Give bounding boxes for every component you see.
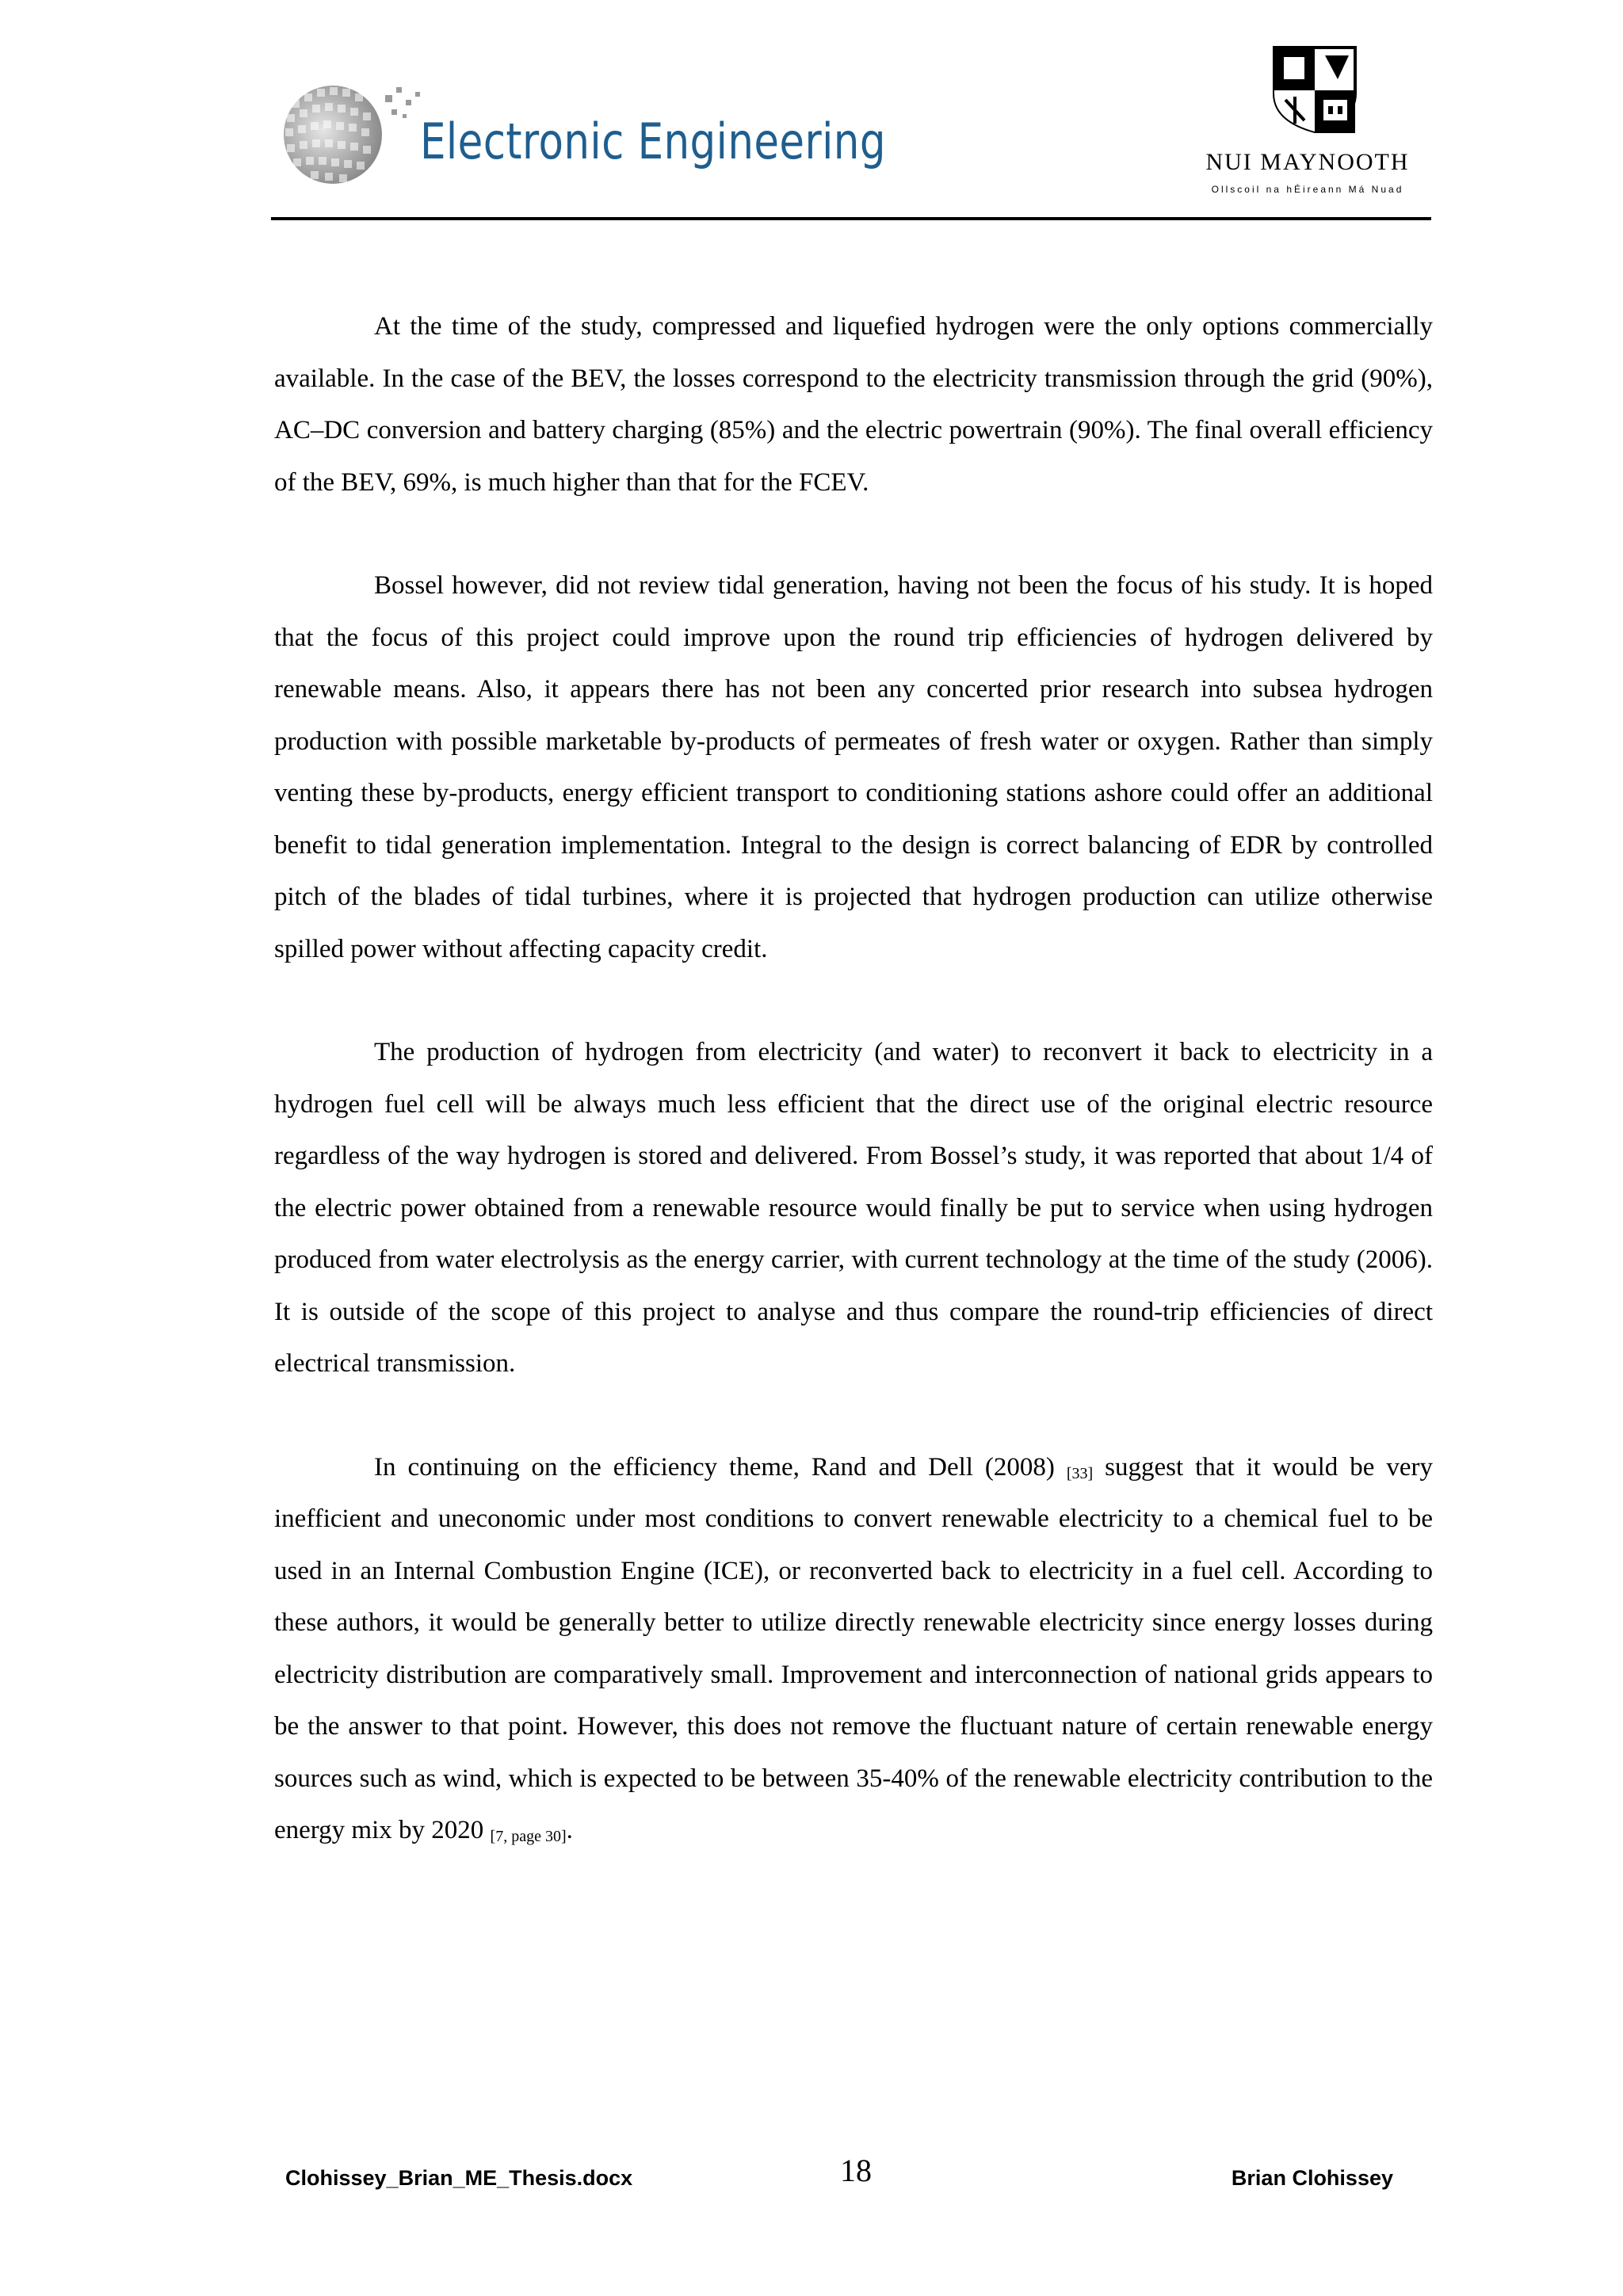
paragraph-4-text-a: In continuing on the efficiency theme, Rand and Dell (2008): [374, 1452, 1067, 1482]
paragraph-4-text-c: .: [566, 1816, 573, 1844]
citation-7-page-30: [7, page 30]: [490, 1828, 567, 1845]
department-logo-text: Electronic Engineering: [420, 113, 886, 170]
page-header: [0, 0, 1623, 238]
institution-name: NUI MAYNOOTH: [1205, 149, 1410, 175]
paragraph-4: [274, 1442, 1433, 1857]
page-number: 18: [840, 2153, 872, 2188]
paragraph-3: The production of hydrogen from electricity (and water) to reconvert it back to electricity in a hydrogen fuel cell will be always much less efficient that the direct use of the original electric resource regardless of the way hydrogen is stored and delivered. From Bossel’s study, it was reported that about 1/4 of the electric power obtained from a renewable resource would finally be put to service when using hydrogen produced from water electrolysis as the energy carrier, with current technology at the time of the study (2006). It is outside of the scope of this project to analyse and thus compare the round-trip efficiencies of direct electrical transmission.: [274, 1038, 1433, 1378]
footer-filename: Clohissey_Brian_ME_Thesis.docx: [285, 2166, 633, 2190]
page-body: [274, 301, 1433, 1909]
institution-subtitle: Ollscoil na hÉireann Má Nuad: [1211, 184, 1404, 195]
nui-maynooth-crest-icon: [1271, 44, 1358, 133]
paragraph-1: At the time of the study, compressed and liquefied hydrogen were the only options commercially available. In the case of the BEV, the losses correspond to the electricity transmission through the grid (90%), AC–DC conversion and battery charging (85%) and the electric powertrain (90%). The final overall efficiency of the BEV, 69%, is much higher than that for the FCEV.: [274, 312, 1433, 497]
header-divider: [271, 217, 1431, 220]
paragraph-4-text-b: suggest that it would be very inefficient and uneconomic under most conditions to convert renewable electricity to a chemical fuel to be used in an Internal Combustion Engine (ICE), or reconverted back to electricity in a fuel cell. According to these authors, it would be generally better to utilize directly renewable electricity since energy losses during electricity distribution are comparatively small. Improvement and interconnection of national grids appears to be the answer to that point. However, this does not remove the fluctuant nature of certain renewable energy sources such as wind, which is expected to be between 35-40% of the renewable electricity contribution to the energy mix by 2020: [274, 1452, 1434, 1844]
electronic-engineering-logo-icon: [276, 76, 434, 195]
footer-author: Brian Clohissey: [1231, 2166, 1393, 2190]
paragraph-2: Bossel however, did not review tidal generation, having not been the focus of his study. It is hoped that the focus of this project could improve upon the round trip efficiencies of hydrogen delivered by renewable means. Also, it appears there has not been any concerted prior research into subsea hydrogen production with possible marketable by-products of permeates of fresh water or oxygen. Rather than simply venting these by-products, energy efficient transport to conditioning stations ashore could offer an additional benefit to tidal generation implementation. Integral to the design is correct balancing of EDR by controlled pitch of the blades of tidal turbines, where it is projected that hydrogen production can utilize otherwise spilled power without affecting capacity credit.: [274, 571, 1433, 963]
citation-33: [33]: [1066, 1464, 1094, 1482]
